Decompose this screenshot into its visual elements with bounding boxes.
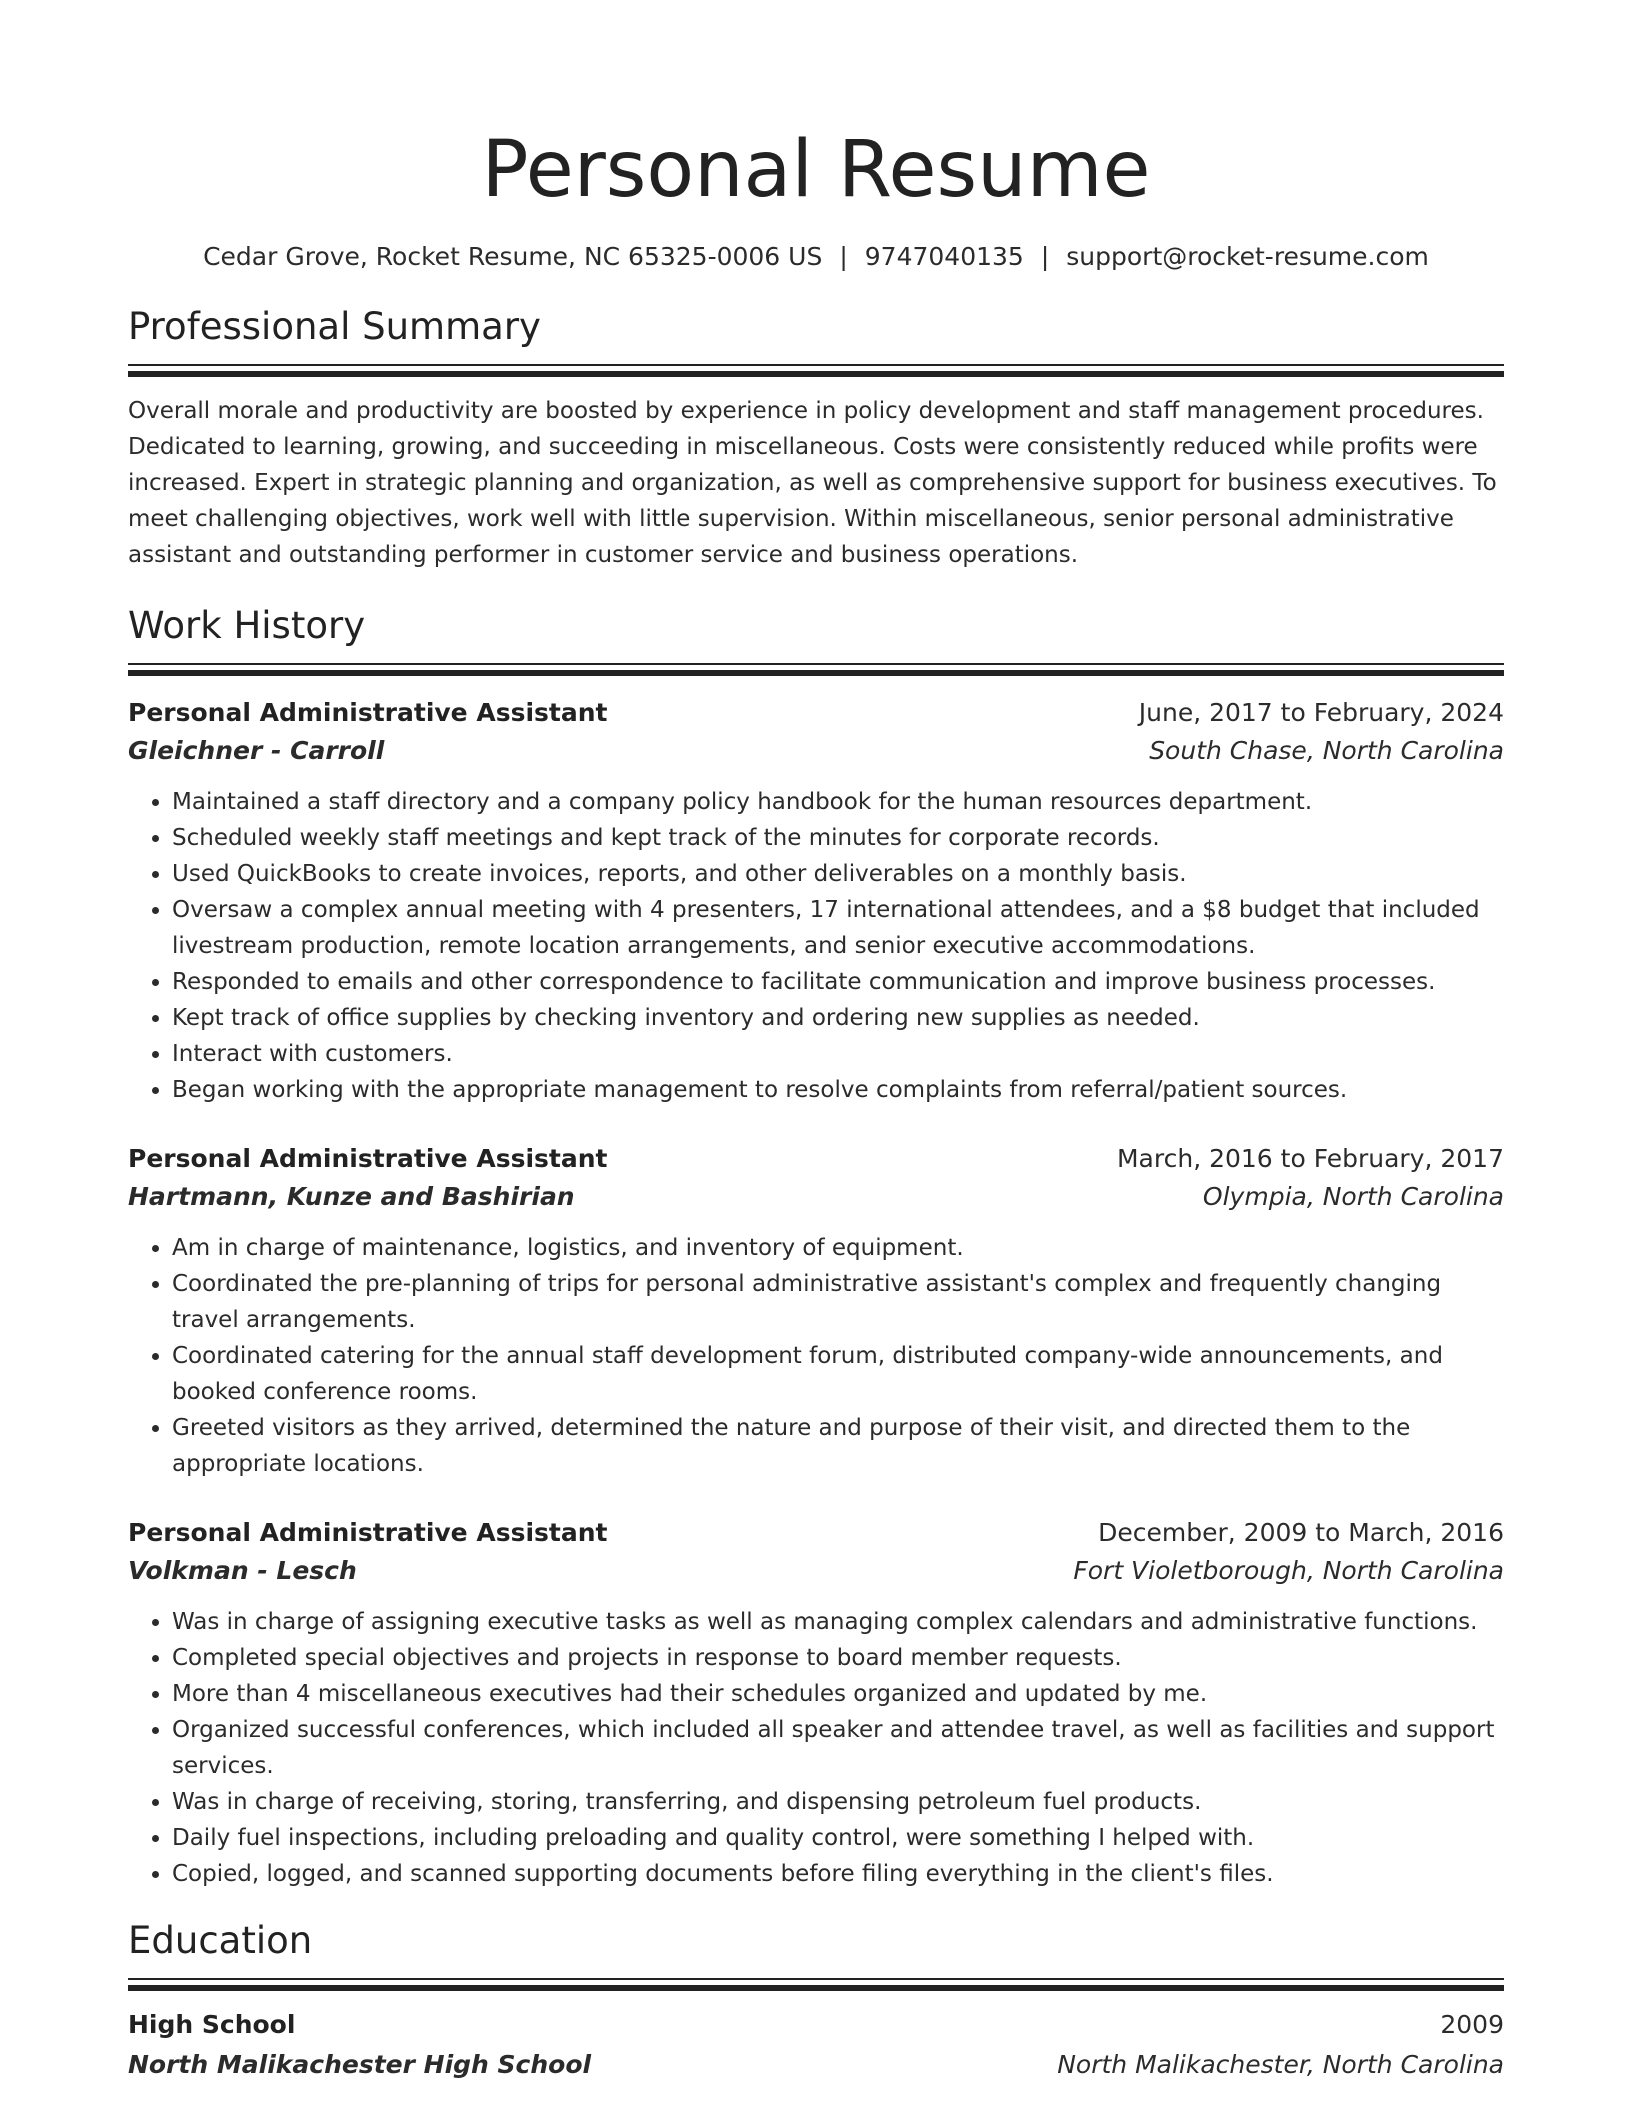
resume-name: Personal Resume [481,125,1151,215]
job-entry [128,694,1504,1108]
job-location: South Chase, North Carolina [1149,736,1504,765]
education-subheader [128,2045,1504,2085]
education-header [128,2005,1504,2045]
job-bullet: • Coordinated the pre-planning of trips for personal administrative assistant's complex and frequently changing travel arrangements. [172,1266,1504,1338]
job-header [128,1140,1504,1178]
job-bullets [128,1604,1504,1892]
resume-page [128,0,1504,2085]
job-dates: December, 2009 to March, 2016 [1098,1518,1504,1547]
section-title-summary: Professional Summary [128,305,541,348]
job-subheader [128,1552,1504,1590]
job-subheader [128,1178,1504,1216]
job-dates: June, 2017 to February, 2024 [1138,698,1504,727]
job-dates: March, 2016 to February, 2017 [1116,1144,1504,1173]
job-bullet: • More than 4 miscellaneous executives had their schedules organized and updated by me. [172,1676,1504,1712]
job-bullet: • Was in charge of receiving, storing, transferring, and dispensing petroleum fuel products. [172,1784,1504,1820]
contact-separator: | [839,242,848,271]
section-title-education: Education [128,1919,313,1962]
job-header [128,1514,1504,1552]
section-divider [128,364,1504,377]
education-school: North Malikachester High School [128,2050,592,2079]
job-bullet: • Completed special objectives and projects in response to board member requests. [172,1640,1504,1676]
job-bullet: • Coordinated catering for the annual staff development forum, distributed company-wide announcements, and booked conference rooms. [172,1338,1504,1410]
section-title-work-history: Work History [128,604,366,647]
education-entry [128,2005,1504,2085]
job-bullet: • Greeted visitors as they arrived, determined the nature and purpose of their visit, and directed them to the appropriate locations. [172,1410,1504,1482]
job-subheader [128,732,1504,770]
job-location: Olympia, North Carolina [1202,1182,1504,1211]
job-bullet: • Kept track of office supplies by checking inventory and ordering new supplies as needed. [172,1000,1504,1036]
job-bullet: • Organized successful conferences, which included all speaker and attendee travel, as well as facilities and support services. [172,1712,1504,1784]
job-bullet: • Used QuickBooks to create invoices, reports, and other deliverables on a monthly basis. [172,856,1504,892]
job-bullet: • Responded to emails and other correspondence to facilitate communication and improve business processes. [172,964,1504,1000]
job-bullet: • Am in charge of maintenance, logistics, and inventory of equipment. [172,1230,1504,1266]
job-company: Hartmann, Kunze and Bashirian [128,1182,575,1211]
job-company: Volkman - Lesch [128,1556,357,1585]
job-bullet: • Oversaw a complex annual meeting with 4 presenters, 17 international attendees, and a $8 budget that included livestream production, remote location arrangements, and senior executive accommodations. [172,892,1504,964]
education-degree: High School [128,2010,296,2039]
summary-text: Overall morale and productivity are boosted by experience in policy development and staff management procedures. Dedicated to learning, growing, and succeeding in miscellaneous. Costs were consistently reduced while profits were increased. Expert in strategic planning and organization, as well as comprehensive support for business executives. To meet challenging objectives, work well with little supervision. Within miscellaneous, senior personal administrative assistant and outstanding performer in customer service and business operations. [128,398,1497,568]
contact-separator: | [1040,242,1050,271]
job-bullet: • Maintained a staff directory and a company policy handbook for the human resources department. [172,784,1504,820]
section-divider [128,663,1504,676]
job-title: Personal Administrative Assistant [128,698,608,727]
contact-address: Cedar Grove, Rocket Resume, NC 65325-0006 US [203,242,823,271]
job-title: Personal Administrative Assistant [128,1144,608,1173]
contact-email: support@rocket-resume.com [1066,242,1429,271]
job-bullet: • Scheduled weekly staff meetings and kept track of the minutes for corporate records. [172,820,1504,856]
education-section [128,1916,1504,2085]
job-bullet: • Was in charge of assigning executive tasks as well as managing complex calendars and administrative functions. [172,1604,1504,1640]
education-year: 2009 [1440,2010,1504,2039]
summary-section [128,302,1504,573]
job-entry [128,1514,1504,1892]
job-entry [128,1140,1504,1482]
contact-phone: 9747040135 [864,242,1024,271]
job-title: Personal Administrative Assistant [128,1518,608,1547]
work-history-section [128,601,1504,1892]
education-location: North Malikachester, North Carolina [1057,2050,1504,2079]
job-bullets [128,784,1504,1108]
section-divider [128,1978,1504,1991]
job-bullet: • Began working with the appropriate management to resolve complaints from referral/patient sources. [172,1072,1504,1108]
job-location: Fort Violetborough, North Carolina [1073,1556,1504,1585]
job-header [128,694,1504,732]
job-bullet: • Interact with customers. [172,1036,1504,1072]
job-company: Gleichner - Carroll [128,736,385,765]
contact-line [128,240,1504,274]
job-bullet: • Copied, logged, and scanned supporting documents before filing everything in the client's files. [172,1856,1504,1892]
job-bullets [128,1230,1504,1482]
job-bullet: • Daily fuel inspections, including preloading and quality control, were something I helped with. [172,1820,1504,1856]
